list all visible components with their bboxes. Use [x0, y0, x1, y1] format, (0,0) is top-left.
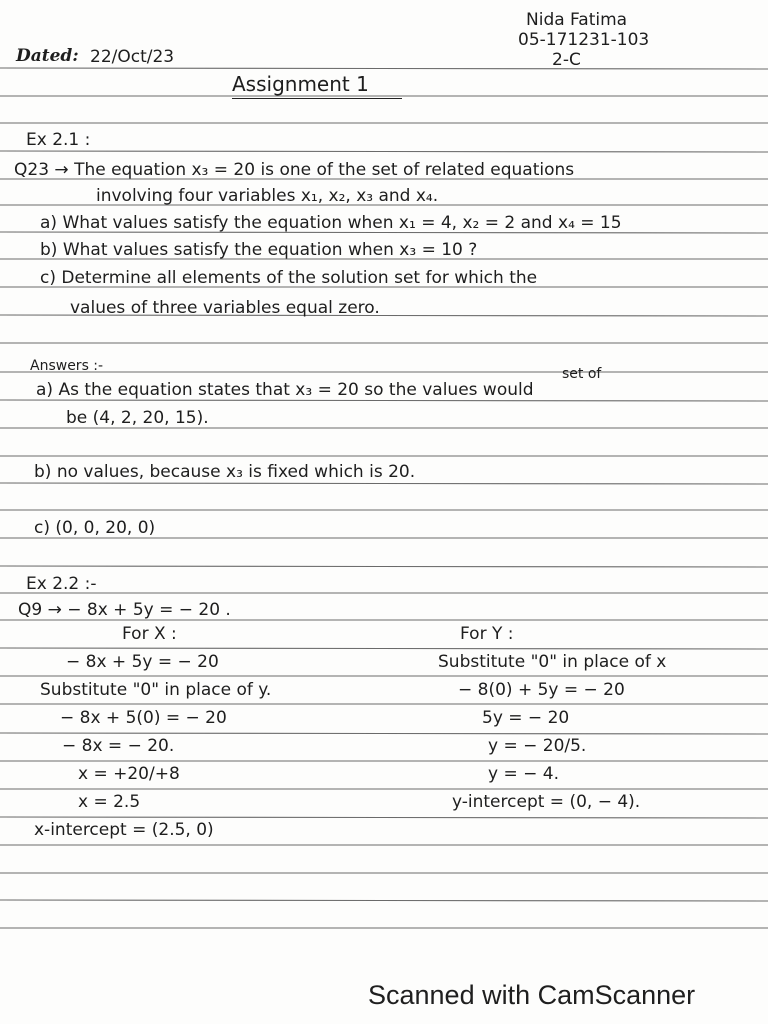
x-intercept-step: x = 2.5 [78, 792, 141, 812]
q23-part-a: a) What values satisfy the equation when x₁ = 4, x₂ = 2 and x₄ = 15 [40, 213, 622, 233]
rule-line [0, 900, 768, 901]
x-intercept-step: For X : [122, 624, 177, 644]
date: 22/Oct/23 [90, 47, 175, 67]
answer-c: c) (0, 0, 20, 0) [34, 518, 156, 538]
x-intercept-step: − 8x = − 20. [62, 736, 175, 756]
rule-line [0, 483, 768, 484]
answer-a-line1: a) As the equation states that x₃ = 20 so the values would [36, 380, 534, 400]
rule-line [0, 817, 768, 818]
ex22-heading: Ex 2.2 :- [26, 574, 97, 594]
ex21-heading: Ex 2.1 : [26, 130, 91, 150]
rule-line [0, 151, 768, 152]
y-intercept-step: For Y : [460, 624, 514, 644]
camscanner-watermark: Scanned with CamScanner [368, 980, 696, 1010]
answer-a-line2: be (4, 2, 20, 15). [66, 408, 209, 428]
y-intercept-step: − 8(0) + 5y = − 20 [458, 680, 625, 700]
roll-number: 05-171231-103 [518, 30, 650, 50]
section: 2-C [552, 50, 581, 70]
rule-line [0, 566, 768, 567]
assignment-title: Assignment 1 [232, 72, 369, 96]
rule-line [0, 68, 768, 69]
q23-part-c-line2: values of three variables equal zero. [70, 298, 380, 318]
dated-label: Dated: [16, 46, 79, 66]
x-intercept-step: − 8x + 5(0) = − 20 [60, 708, 227, 728]
y-intercept-step: y = − 4. [488, 764, 559, 784]
student-name: Nida Fatima [526, 10, 628, 30]
x-intercept-step: Substitute "0" in place of y. [40, 680, 272, 700]
title-underline [232, 98, 402, 99]
q9-equation: Q9 → − 8x + 5y = − 20 . [18, 600, 231, 620]
y-intercept-step: y = − 20/5. [488, 736, 587, 756]
rule-line [0, 733, 768, 734]
q23-part-c-line1: c) Determine all elements of the solution set for which the [40, 268, 538, 288]
q23-part-b: b) What values satisfy the equation when x₃ = 10 ? [40, 240, 478, 260]
y-intercept-step: Substitute "0" in place of x [438, 652, 667, 672]
answer-b: b) no values, because x₃ is fixed which is 20. [34, 462, 416, 482]
answers-label: Answers :- [30, 358, 104, 374]
rule-line [0, 400, 768, 401]
x-intercept-step: − 8x + 5y = − 20 [66, 652, 219, 672]
x-intercept-step: x = +20/+8 [78, 764, 180, 784]
y-intercept-step: y-intercept = (0, − 4). [452, 792, 641, 812]
insert-note: set of [562, 366, 602, 382]
q23-line2: involving four variables x₁, x₂, x₃ and x₄. [96, 186, 439, 206]
x-intercept-step: x-intercept = (2.5, 0) [34, 820, 214, 840]
y-intercept-step: 5y = − 20 [482, 708, 570, 728]
q23-line1: Q23 → The equation x₃ = 20 is one of the set of related equations [14, 160, 575, 180]
rule-line [0, 648, 768, 649]
